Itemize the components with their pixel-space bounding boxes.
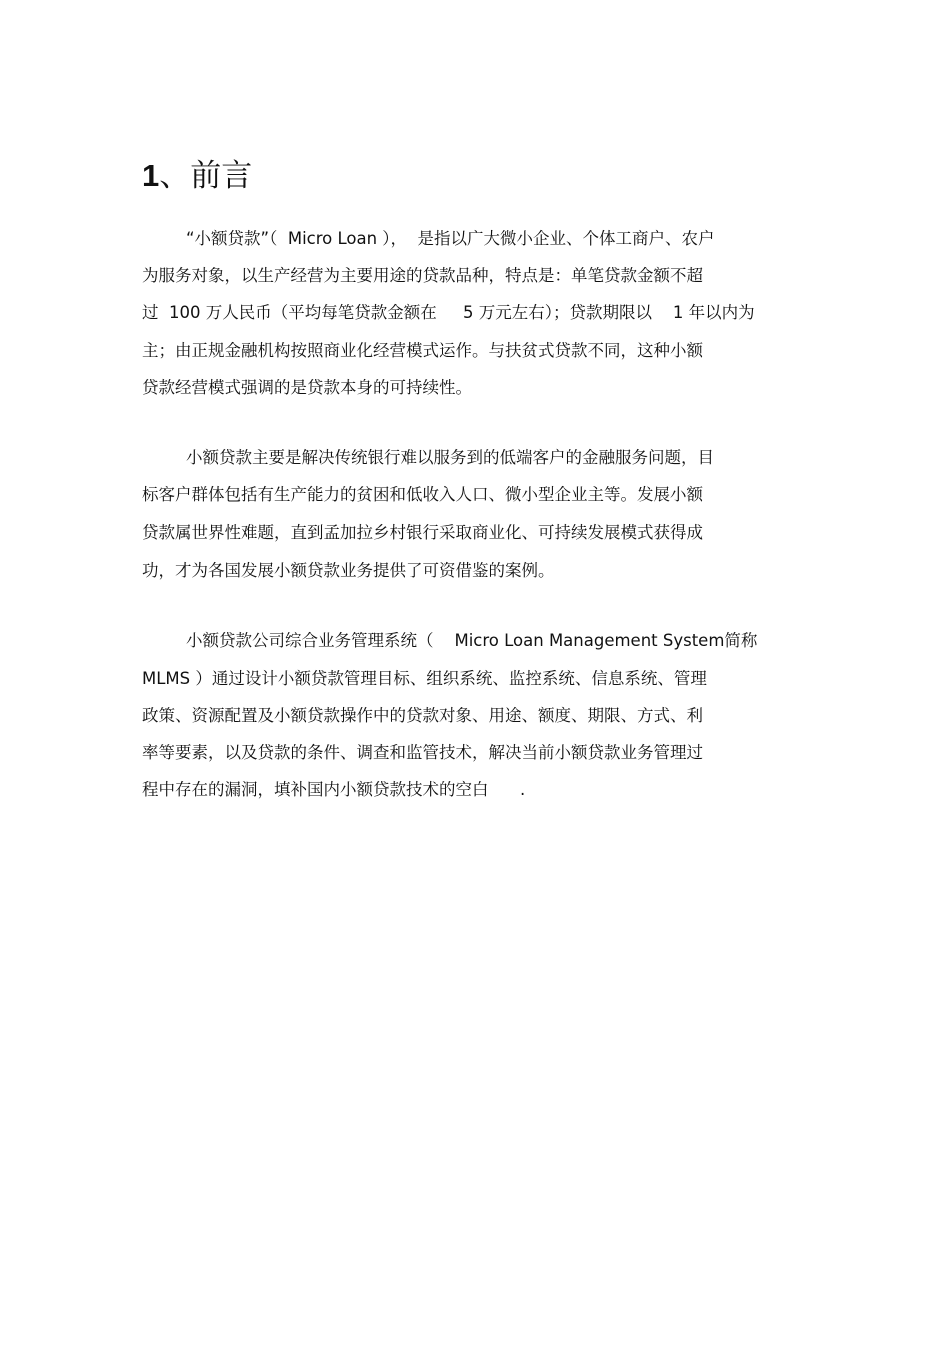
paragraph-2-line-4: 功，才为各国发展小额贷款业务提供了可资借鉴的案例。 (142, 561, 555, 580)
paragraph-1-line-5: 贷款经营模式强调的是贷款本身的可持续性。 (142, 378, 472, 397)
paragraph-3-line-4: 率等要素，以及贷款的条件、调查和监管技术，解决当前小额贷款业务管理过 (142, 743, 703, 762)
section-title: 、前言 (159, 158, 253, 194)
paragraph-2-line-2: 标客户群体包括有生产能力的贫困和低收入人口、微小型企业主等。发展小额 (142, 485, 703, 504)
section-heading (142, 156, 252, 196)
paragraph-1-line-4: 主；由正规金融机构按照商业化经营模式运作。与扶贫式贷款不同，这种小额 (142, 341, 703, 360)
paragraph-3-line-2: MLMS ）通过设计小额贷款管理目标、组织系统、监控系统、信息系统、管理 (142, 669, 707, 688)
paragraph-2-line-3: 贷款属世界性难题，直到孟加拉乡村银行采取商业化、可持续发展模式获得成 (142, 523, 703, 542)
paragraph-3-line-1: 小额贷款公司综合业务管理系统（ Micro Loan Management System简称 (186, 631, 758, 650)
paragraph-2-line-1: 小额贷款主要是解决传统银行难以服务到的低端客户的金融服务问题，目 (186, 448, 714, 467)
paragraph-3-line-3: 政策、资源配置及小额贷款操作中的贷款对象、用途、额度、期限、方式、利 (142, 706, 703, 725)
paragraph-1-line-1: “小额贷款”（ Micro Loan ）， 是指以广大微小企业、个体工商户、农户 (186, 229, 715, 248)
section-number: 1 (142, 158, 160, 193)
paragraph-1-line-2: 为服务对象，以生产经营为主要用途的贷款品种，特点是：单笔贷款金额不超 (142, 266, 703, 285)
paragraph-1-line-3: 过 100 万人民币（平均每笔贷款金额在 5 万元左右）；贷款期限以 1 年以内为 (142, 303, 755, 322)
paragraph-3-line-5: 程中存在的漏洞，填补国内小额贷款技术的空白 . (142, 780, 526, 799)
